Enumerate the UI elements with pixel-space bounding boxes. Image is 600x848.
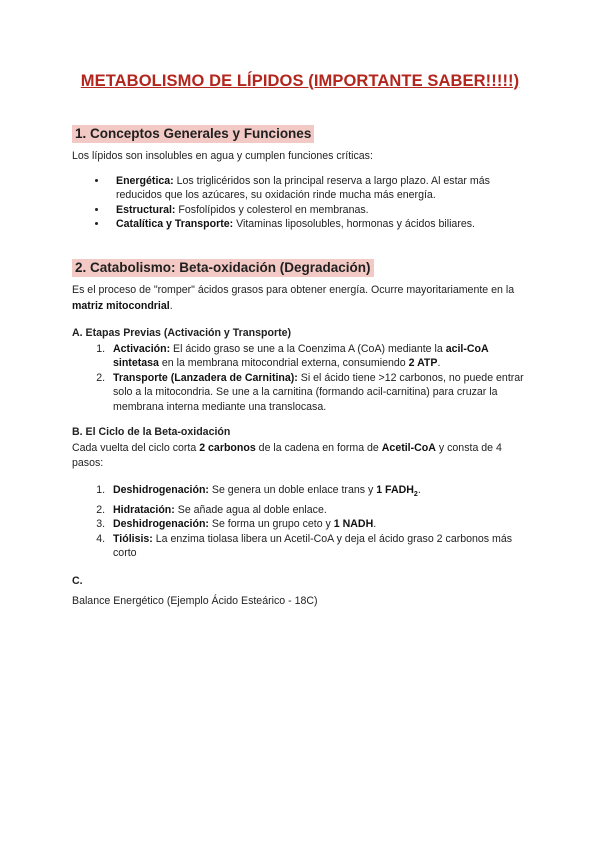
item-term: Deshidrogenación: [113, 483, 209, 496]
section-2 [72, 259, 528, 609]
list-item [108, 174, 528, 203]
item-text: Se forma un grupo ceto y [208, 518, 334, 531]
subsection-c-text: Balance Energético (Ejemplo Ácido Esteárico - 18C) [72, 594, 318, 607]
cycle-steps-list [72, 483, 528, 561]
item-term: Hidratación: [113, 503, 175, 516]
page-title: METABOLISMO DE LÍPIDOS (IMPORTANTE SABER!!!!!) [80, 72, 520, 90]
item-text: . [417, 483, 421, 496]
intro-bold: Acetil-CoA [381, 441, 436, 454]
subsection-a-heading: A. Etapas Previas (Activación y Transporte) [72, 327, 292, 339]
intro-text: y consta de 4 pasos: [72, 441, 502, 470]
list-item [108, 532, 528, 561]
item-term: Transporte (Lanzadera de Carnitina): [113, 371, 298, 384]
item-term: Activación: [113, 342, 171, 355]
item-subscript: 2 [413, 491, 418, 499]
item-term: Estructural: [116, 203, 176, 216]
item-bold: 1 FADH [376, 483, 414, 496]
list-item [108, 342, 528, 371]
subsection-b-heading: B. El Ciclo de la Beta-oxidación [72, 426, 231, 439]
stages-list [72, 342, 528, 415]
item-text: Se añade agua al doble enlace. [174, 503, 327, 516]
section-1 [72, 125, 528, 232]
list-item [108, 517, 528, 532]
item-text: Los triglicéridos son la principal reserva a largo plazo. Al estar más reducidos que los azúcares, su oxidación rinde mucha más energía. [116, 174, 490, 202]
section-1-intro: Los lípidos son insolubles en agua y cumplen funciones críticas: [72, 150, 373, 162]
item-text: en la membrana mitocondrial externa, consumiendo [158, 357, 409, 370]
intro-text: Cada vuelta del ciclo corta [72, 441, 200, 454]
intro-end: . [169, 299, 173, 312]
subsection-b-intro [72, 441, 528, 472]
item-text: El ácido graso se une a la Coenzima A (CoA) mediante la [170, 342, 446, 355]
item-text: Vitaminas liposolubles, hormonas y ácidos biliares. [233, 218, 475, 231]
subsection-c-heading: C. [72, 575, 83, 588]
item-term: Tiólisis: [113, 532, 153, 545]
intro-bold: 2 carbonos [199, 441, 256, 454]
intro-text: Es el proceso de "romper" ácidos grasos para obtener energía. Ocurre mayoritariamente en la [72, 284, 515, 296]
section-2-heading: 2. Catabolismo: Beta-oxidación (Degradación) [72, 259, 374, 277]
item-text: . [373, 518, 377, 531]
functions-list [72, 174, 528, 232]
item-text: La enzima tiolasa libera un Acetil-CoA y deja el ácido graso 2 carbonos más corto [113, 532, 513, 560]
item-text: Fosfolípidos y colesterol en membranas. [175, 203, 369, 216]
item-term: Energética: [116, 174, 174, 187]
section-2-intro [72, 283, 528, 314]
section-1-heading: 1. Conceptos Generales y Funciones [72, 125, 314, 143]
intro-text: de la cadena en forma de [255, 441, 382, 454]
list-item [108, 371, 528, 415]
item-text: Se genera un doble enlace trans y [208, 483, 377, 496]
item-term: Deshidrogenación: [113, 518, 209, 531]
list-item [108, 203, 528, 218]
item-bold: 2 ATP [408, 357, 438, 370]
item-text: Si el ácido tiene >12 carbonos, no puede entrar solo a la mitocondria. Se une a la carnitina (formando acil-carnitina) para cruzar la membrana interna mediante una translocasa. [113, 371, 524, 413]
list-item [108, 483, 528, 503]
list-item [108, 217, 528, 232]
item-term: Catalítica y Transporte: [116, 218, 234, 231]
list-item [108, 503, 528, 518]
intro-bold: matriz mitocondrial [72, 299, 170, 312]
item-bold: 1 NADH [333, 518, 374, 531]
item-text: . [437, 357, 441, 370]
item-bold: acil-CoA sintetasa [113, 342, 489, 370]
